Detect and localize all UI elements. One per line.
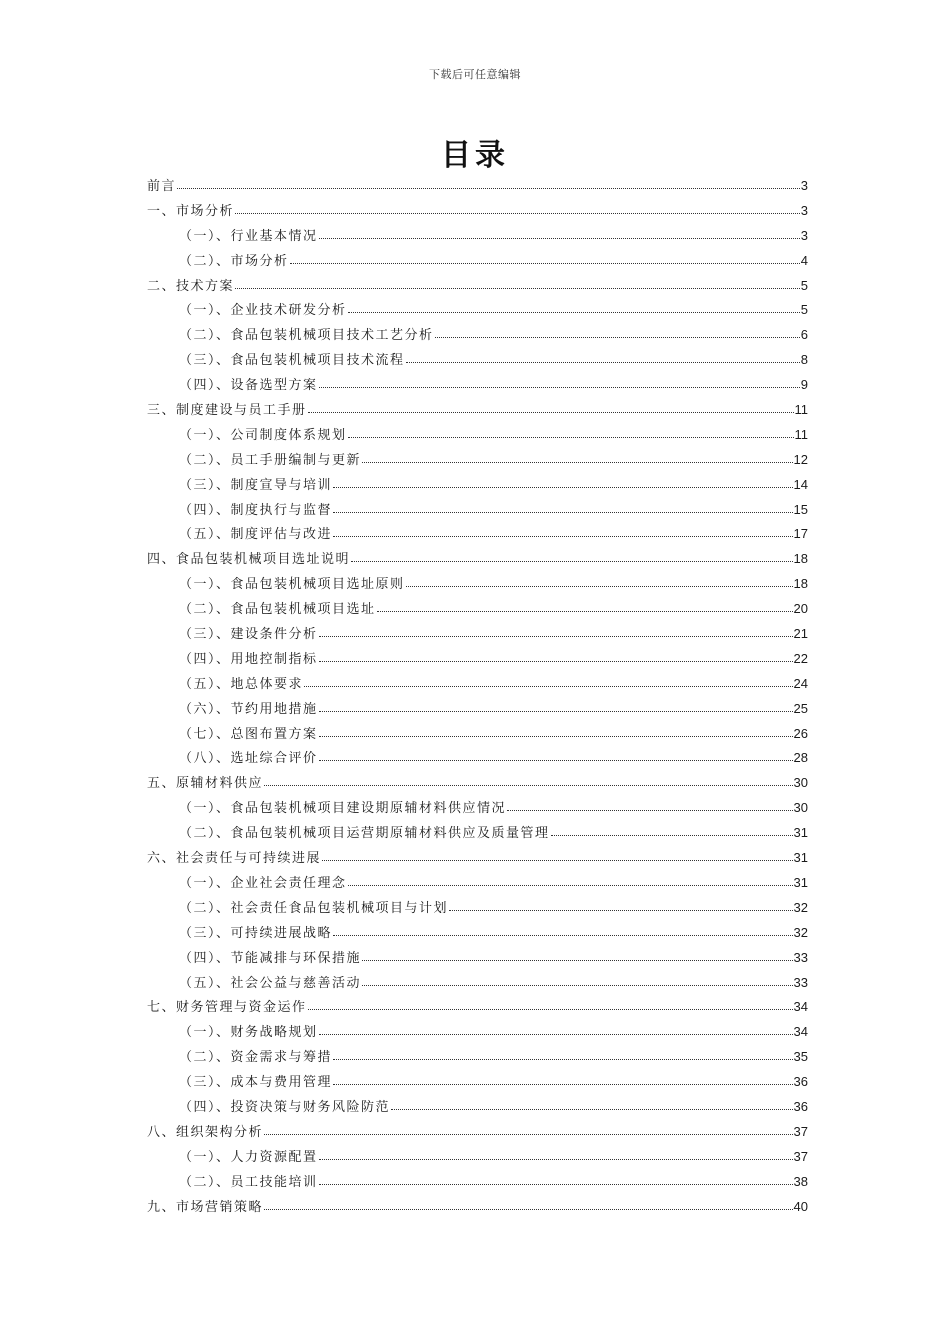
toc-dot-leader xyxy=(348,427,794,439)
toc-entry-label: （一）、企业技术研发分析 xyxy=(179,303,347,319)
toc-entry-label: （四）、制度执行与监督 xyxy=(179,502,333,518)
toc-entry[interactable] xyxy=(147,1120,808,1145)
toc-entry[interactable] xyxy=(147,796,808,821)
toc-entry-page-number: 26 xyxy=(793,725,808,741)
toc-entry-page-number: 36 xyxy=(793,1074,808,1090)
toc-entry-label: 前言 xyxy=(147,179,177,194)
toc-entry[interactable] xyxy=(147,174,808,199)
toc-entry[interactable] xyxy=(147,448,808,473)
toc-entry-page-number: 30 xyxy=(793,800,808,816)
toc-entry[interactable] xyxy=(147,473,808,498)
toc-entry-label: 九、市场营销策略 xyxy=(147,1199,264,1215)
toc-entry[interactable] xyxy=(147,522,808,547)
toc-entry[interactable] xyxy=(147,946,808,971)
toc-dot-leader xyxy=(391,1099,793,1111)
toc-entry-page-number: 34 xyxy=(793,1024,808,1040)
toc-entry[interactable] xyxy=(147,672,808,697)
toc-entry-label: （五）、地总体要求 xyxy=(179,676,304,692)
toc-entry[interactable] xyxy=(147,323,808,348)
toc-entry-label: 二、技术方案 xyxy=(147,278,235,294)
toc-dot-leader xyxy=(319,1149,793,1161)
toc-entry-label: 七、财务管理与资金运作 xyxy=(147,1000,307,1016)
toc-entry[interactable] xyxy=(147,921,808,946)
toc-entry[interactable] xyxy=(147,224,808,249)
toc-entry-page-number: 31 xyxy=(793,874,808,890)
toc-entry-page-number: 18 xyxy=(793,551,808,567)
toc-entry-label: 八、组织架构分析 xyxy=(147,1124,264,1140)
toc-entry-page-number: 3 xyxy=(800,227,808,243)
toc-entry-page-number: 31 xyxy=(793,825,808,841)
toc-dot-leader xyxy=(319,228,800,240)
toc-entry-page-number: 31 xyxy=(793,850,808,866)
toc-entry-page-number: 33 xyxy=(793,974,808,990)
toc-entry-label: 四、食品包装机械项目选址说明 xyxy=(147,552,351,568)
toc-dot-leader xyxy=(551,825,793,837)
toc-entry-label: （二）、员工手册编制与更新 xyxy=(179,452,362,468)
toc-entry-page-number: 35 xyxy=(793,1049,808,1065)
toc-dot-leader xyxy=(333,502,793,514)
toc-dot-leader xyxy=(362,975,793,987)
toc-entry[interactable] xyxy=(147,1020,808,1045)
toc-entry[interactable] xyxy=(147,1095,808,1120)
toc-entry-page-number: 33 xyxy=(793,949,808,965)
toc-dot-leader xyxy=(348,875,793,887)
toc-entry-page-number: 38 xyxy=(793,1173,808,1189)
toc-entry[interactable] xyxy=(147,249,808,274)
toc-entry-label: （二）、资金需求与筹措 xyxy=(179,1050,333,1066)
toc-entry-page-number: 11 xyxy=(794,402,808,418)
toc-entry-page-number: 40 xyxy=(793,1198,808,1214)
toc-dot-leader xyxy=(319,1024,793,1036)
toc-dot-leader xyxy=(333,1049,793,1061)
toc-entry-page-number: 21 xyxy=(793,626,808,642)
toc-dot-leader xyxy=(290,253,800,265)
toc-dot-leader xyxy=(235,203,800,215)
toc-entry-label: 一、市场分析 xyxy=(147,203,235,219)
toc-entry-label: 六、社会责任与可持续进展 xyxy=(147,851,322,867)
toc-entry-label: （三）、可持续进展战略 xyxy=(179,925,333,941)
toc-entry[interactable] xyxy=(147,971,808,996)
toc-dot-leader xyxy=(177,178,800,190)
toc-entry[interactable] xyxy=(147,498,808,523)
page-title: 目录 xyxy=(441,138,509,173)
toc-entry-label: （五）、制度评估与改进 xyxy=(179,527,333,543)
toc-entry-label: （四）、设备选型方案 xyxy=(179,378,318,394)
toc-dot-leader xyxy=(264,1124,793,1136)
toc-entry[interactable] xyxy=(147,274,808,299)
toc-entry-label: （二）、食品包装机械项目选址 xyxy=(179,602,376,618)
toc-dot-leader xyxy=(308,999,793,1011)
toc-entry-label: （二）、市场分析 xyxy=(179,253,289,269)
toc-entry-label: （二）、员工技能培训 xyxy=(179,1174,318,1190)
toc-dot-leader xyxy=(308,402,794,414)
toc-entry-label: 三、制度建设与员工手册 xyxy=(147,403,307,419)
toc-entry[interactable] xyxy=(147,423,808,448)
toc-dot-leader xyxy=(333,1074,793,1086)
toc-entry-label: （四）、用地控制指标 xyxy=(179,651,318,667)
toc-dot-leader xyxy=(264,775,793,787)
toc-entry[interactable] xyxy=(147,597,808,622)
toc-entry-page-number: 5 xyxy=(800,277,808,293)
toc-entry-page-number: 34 xyxy=(793,999,808,1015)
toc-entry-page-number: 37 xyxy=(793,1123,808,1139)
toc-entry-label: （一）、行业基本情况 xyxy=(179,228,318,244)
toc-dot-leader xyxy=(319,626,793,638)
toc-entry-page-number: 6 xyxy=(800,327,808,343)
toc-dot-leader xyxy=(319,377,800,389)
toc-entry[interactable] xyxy=(147,1070,808,1095)
toc-entry-label: （八）、选址综合评价 xyxy=(179,751,318,767)
toc-dot-leader xyxy=(264,1199,793,1211)
toc-dot-leader xyxy=(507,800,793,812)
toc-entry[interactable] xyxy=(147,871,808,896)
toc-dot-leader xyxy=(333,925,793,937)
toc-dot-leader xyxy=(304,676,793,688)
toc-dot-leader xyxy=(351,551,793,563)
toc-dot-leader xyxy=(319,1174,793,1186)
toc-entry-page-number: 11 xyxy=(794,426,808,442)
toc-entry-label: （一）、财务战略规划 xyxy=(179,1025,318,1041)
toc-dot-leader xyxy=(333,477,793,489)
toc-entry-label: （一）、企业社会责任理念 xyxy=(179,875,347,891)
toc-entry[interactable] xyxy=(147,697,808,722)
toc-entry[interactable] xyxy=(147,1145,808,1170)
toc-entry-label: （二）、食品包装机械项目技术工艺分析 xyxy=(179,328,434,344)
toc-entry-page-number: 37 xyxy=(793,1148,808,1164)
toc-entry-page-number: 22 xyxy=(793,650,808,666)
toc-entry-page-number: 25 xyxy=(793,700,808,716)
toc-entry[interactable] xyxy=(147,821,808,846)
toc-entry[interactable] xyxy=(147,647,808,672)
toc-dot-leader xyxy=(235,278,800,290)
toc-entry-label: （三）、制度宣导与培训 xyxy=(179,477,333,493)
toc-entry-page-number: 4 xyxy=(800,252,808,268)
toc-dot-leader xyxy=(319,701,793,713)
toc-entry[interactable] xyxy=(147,896,808,921)
table-of-contents xyxy=(147,174,808,1219)
header-note: 下载后可任意编辑 xyxy=(429,68,521,81)
toc-entry-label: （三）、成本与费用管理 xyxy=(179,1075,333,1091)
toc-entry-label: （六）、节约用地措施 xyxy=(179,701,318,717)
toc-entry-page-number: 8 xyxy=(800,352,808,368)
toc-entry-page-number: 17 xyxy=(793,526,808,542)
toc-entry-page-number: 18 xyxy=(793,576,808,592)
toc-entry-label: （一）、食品包装机械项目建设期原辅材料供应情况 xyxy=(179,801,507,817)
toc-entry-page-number: 32 xyxy=(793,924,808,940)
toc-entry[interactable] xyxy=(147,995,808,1020)
toc-entry-page-number: 36 xyxy=(793,1098,808,1114)
toc-dot-leader xyxy=(319,750,793,762)
toc-dot-leader xyxy=(348,302,800,314)
toc-dot-leader xyxy=(362,950,793,962)
toc-entry-page-number: 5 xyxy=(800,302,808,318)
toc-entry-label: （一）、人力资源配置 xyxy=(179,1149,318,1165)
toc-entry-label: 五、原辅材料供应 xyxy=(147,776,264,792)
toc-entry[interactable] xyxy=(147,722,808,747)
toc-dot-leader xyxy=(377,601,793,613)
toc-entry-page-number: 12 xyxy=(793,451,808,467)
toc-entry-page-number: 3 xyxy=(800,178,808,193)
toc-entry[interactable] xyxy=(147,298,808,323)
toc-entry-page-number: 9 xyxy=(800,377,808,393)
toc-entry-label: （三）、建设条件分析 xyxy=(179,627,318,643)
toc-entry-label: （一）、公司制度体系规划 xyxy=(179,427,347,443)
toc-dot-leader xyxy=(333,526,793,538)
toc-entry[interactable] xyxy=(147,348,808,373)
toc-entry-page-number: 24 xyxy=(793,675,808,691)
toc-entry-label: （一）、食品包装机械项目选址原则 xyxy=(179,577,405,593)
toc-entry-page-number: 28 xyxy=(793,750,808,766)
toc-entry[interactable] xyxy=(147,1195,808,1220)
toc-entry[interactable] xyxy=(147,572,808,597)
toc-dot-leader xyxy=(406,352,800,364)
toc-dot-leader xyxy=(435,327,800,339)
toc-entry[interactable] xyxy=(147,846,808,871)
toc-entry-page-number: 15 xyxy=(793,501,808,517)
toc-entry-label: （七）、总图布置方案 xyxy=(179,726,318,742)
toc-entry-label: （四）、投资决策与财务风险防范 xyxy=(179,1099,391,1115)
toc-entry-page-number: 3 xyxy=(800,202,808,218)
toc-dot-leader xyxy=(322,850,793,862)
toc-entry-label: （二）、食品包装机械项目运营期原辅材料供应及质量管理 xyxy=(179,826,550,842)
toc-dot-leader xyxy=(449,900,793,912)
toc-entry[interactable] xyxy=(147,622,808,647)
toc-entry[interactable] xyxy=(147,1170,808,1195)
toc-entry-label: （五）、社会公益与慈善活动 xyxy=(179,975,362,991)
toc-entry[interactable] xyxy=(147,398,808,423)
toc-entry[interactable] xyxy=(147,547,808,572)
toc-dot-leader xyxy=(406,576,793,588)
toc-entry[interactable] xyxy=(147,199,808,224)
toc-entry[interactable] xyxy=(147,771,808,796)
toc-entry-label: （四）、节能减排与环保措施 xyxy=(179,950,362,966)
toc-entry-page-number: 32 xyxy=(793,899,808,915)
toc-entry[interactable] xyxy=(147,1045,808,1070)
toc-entry-page-number: 20 xyxy=(793,601,808,617)
toc-dot-leader xyxy=(319,651,793,663)
toc-entry-label: （二）、社会责任食品包装机械项目与计划 xyxy=(179,900,449,916)
toc-entry-label: （三）、食品包装机械项目技术流程 xyxy=(179,353,405,369)
toc-entry-page-number: 14 xyxy=(793,476,808,492)
toc-dot-leader xyxy=(362,452,793,464)
toc-entry[interactable] xyxy=(147,373,808,398)
toc-entry-page-number: 30 xyxy=(793,775,808,791)
toc-entry[interactable] xyxy=(147,746,808,771)
toc-dot-leader xyxy=(319,726,793,738)
